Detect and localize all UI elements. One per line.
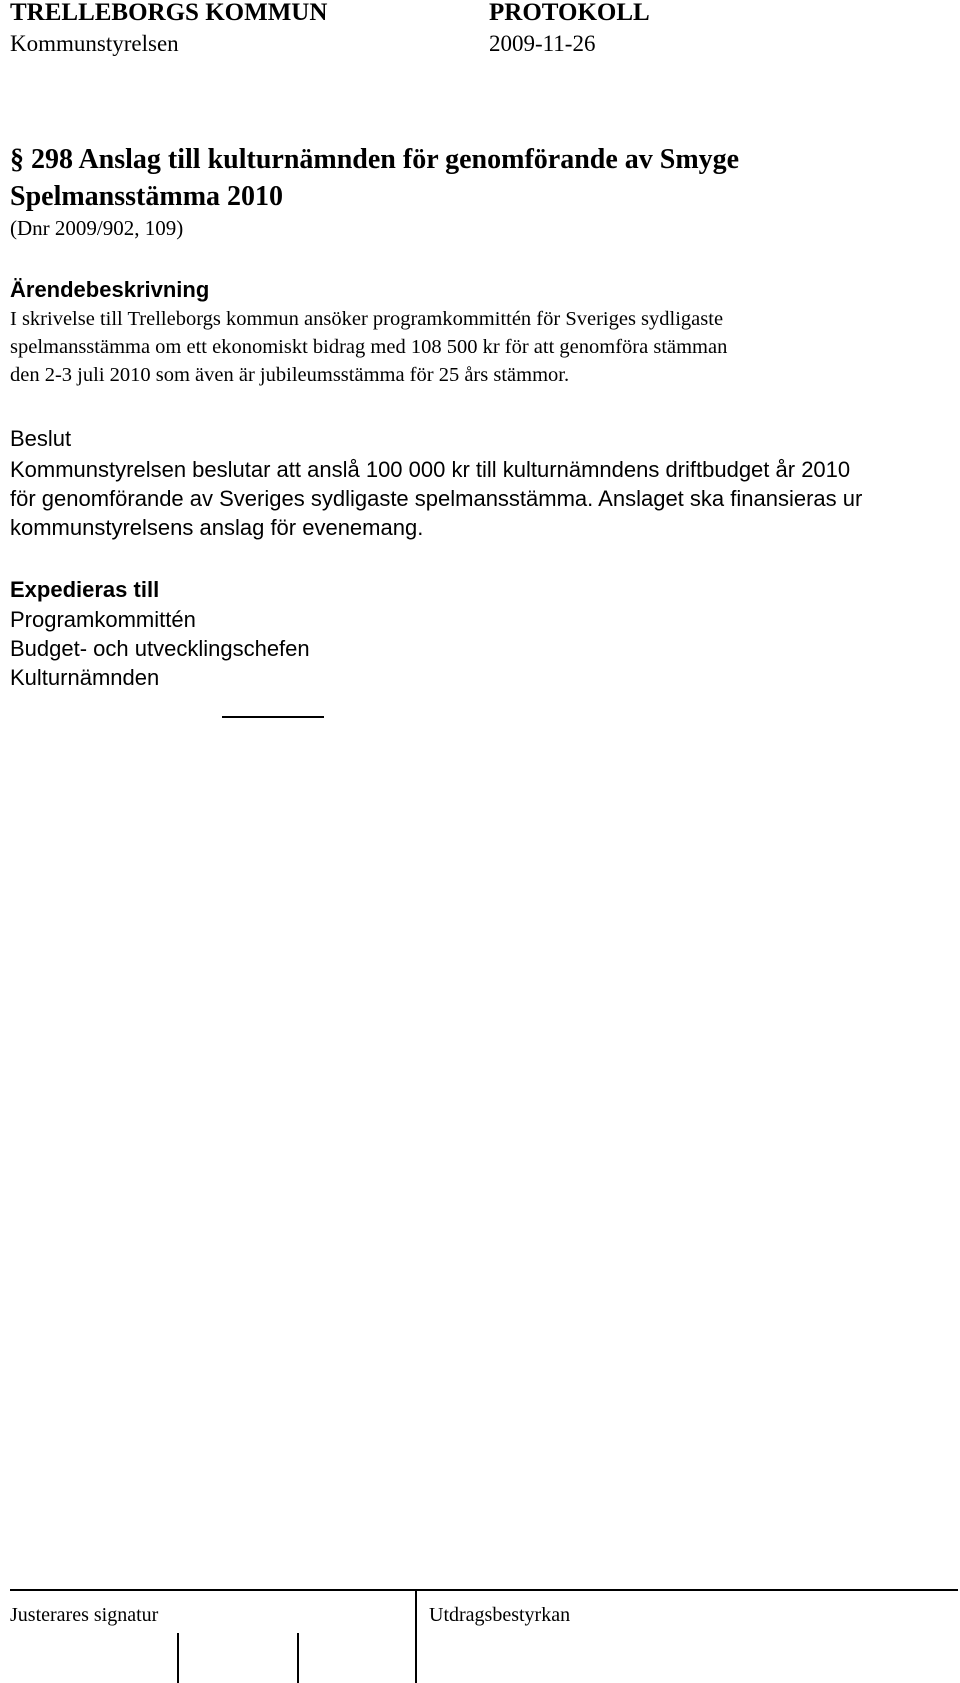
end-rule <box>222 716 324 718</box>
footer-top-rule <box>10 1589 958 1591</box>
item-title-line2: Spelmansstämma 2010 <box>10 181 284 212</box>
document-type: PROTOKOLL <box>489 0 650 26</box>
diary-number: (Dnr 2009/902, 109) <box>10 216 184 240</box>
decision-line-2: för genomförande av Sveriges sydligaste spelmansstämma. Anslaget ska finansieras ur <box>10 486 863 511</box>
meeting-date: 2009-11-26 <box>489 31 596 56</box>
recipient-3: Kulturnämnden <box>10 665 160 690</box>
committee-name: Kommunstyrelsen <box>10 31 179 56</box>
municipality-name: TRELLEBORGS KOMMUN <box>10 0 328 26</box>
dispatch-heading: Expedieras till <box>10 577 160 602</box>
signature-box-1 <box>177 1633 179 1683</box>
extract-certification-label: Utdragsbestyrkan <box>429 1604 571 1626</box>
recipient-2: Budget- och utvecklingschefen <box>10 636 310 661</box>
recipient-1: Programkommittén <box>10 607 196 632</box>
description-line-1: I skrivelse till Trelleborgs kommun ansöker programkommittén för Sveriges sydligaste <box>10 308 724 330</box>
justeraren-signature-label: Justerares signatur <box>10 1604 159 1626</box>
decision-line-3: kommunstyrelsens anslag för evenemang. <box>10 515 424 540</box>
signature-box-2 <box>297 1633 299 1683</box>
item-title-line1: 298 Anslag till kulturnämnden för genomförande av Smyge <box>31 144 740 175</box>
description-line-3: den 2-3 juli 2010 som även är jubileumsstämma för 25 års stämmor. <box>10 364 570 386</box>
decision-line-1: Kommunstyrelsen beslutar att anslå 100 000 kr till kulturnämndens driftbudget år 2010 <box>10 457 851 482</box>
section-sign-icon: § <box>10 144 24 175</box>
footer-divider <box>415 1589 417 1683</box>
section-mark-title <box>10 143 739 177</box>
description-line-2: spelmansstämma om ett ekonomiskt bidrag med 108 500 kr för att genomföra stämman <box>10 336 728 358</box>
decision-heading: Beslut <box>10 426 72 451</box>
description-heading: Ärendebeskrivning <box>10 277 210 302</box>
